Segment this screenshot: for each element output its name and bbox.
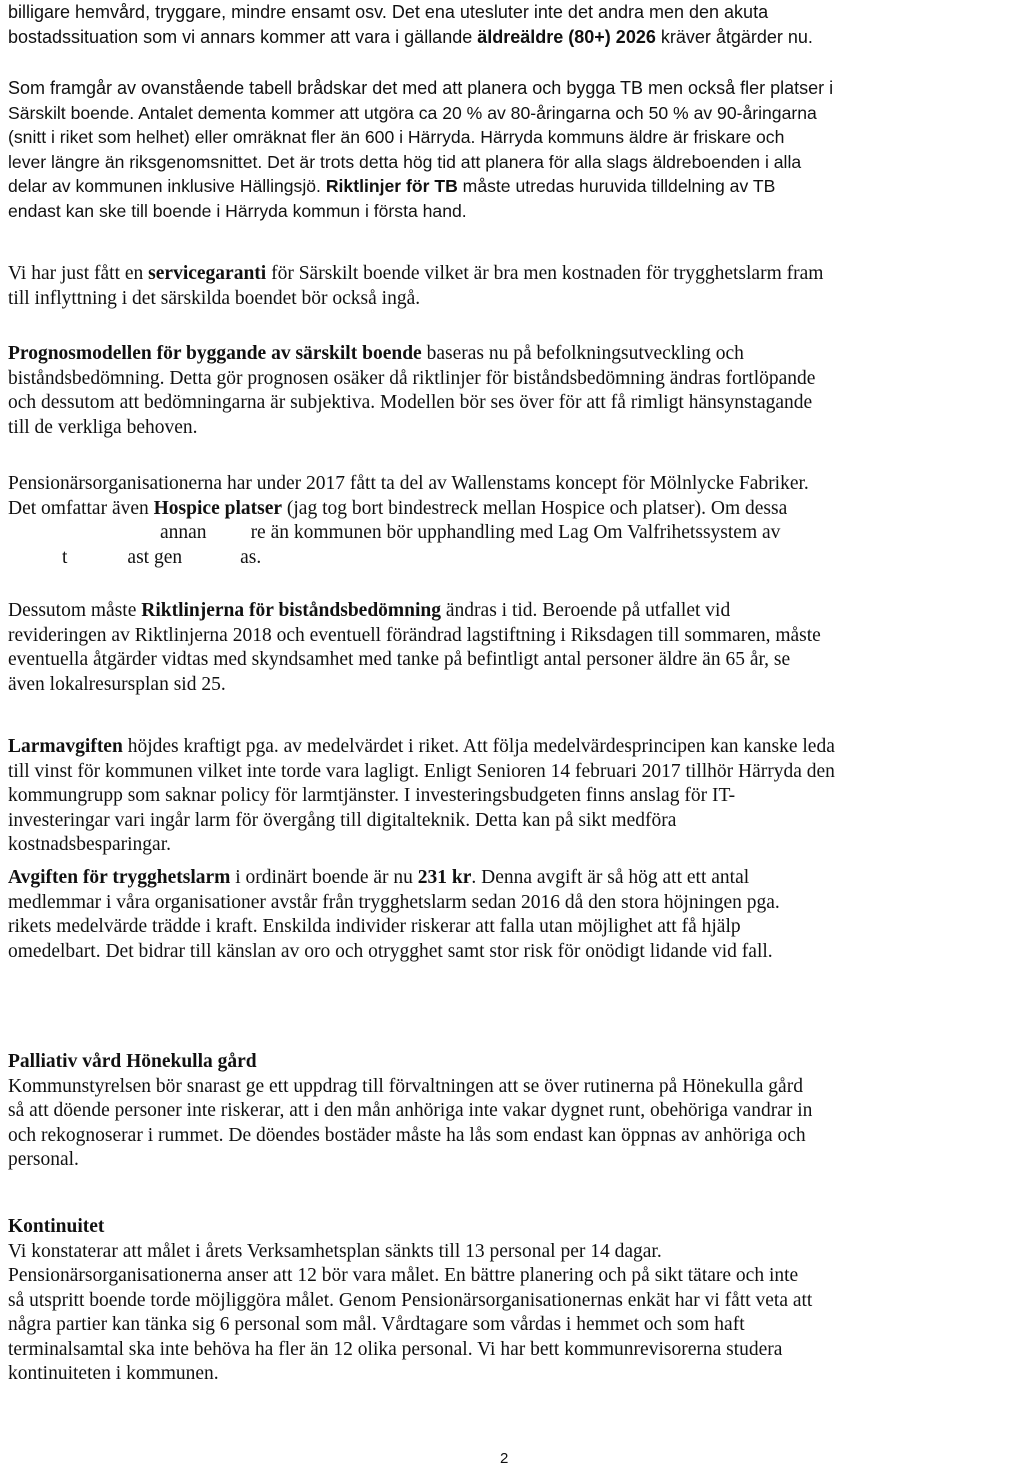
text-line: revideringen av Riktlinjerna 2018 och eventuell förändrad lagstiftning i Riksdagen till sommaren, måste (8, 624, 821, 646)
text-line: omedelbart. Det bidrar till känslan av oro och otrygghet samt stor risk för onödigt lidande vid fall. (8, 940, 773, 962)
text-line (8, 866, 1018, 891)
emphasis-amount: 231 kr (417, 867, 472, 888)
text-line: kostnadsbesparingar. (8, 834, 172, 855)
emphasis-servicegaranti: servicegaranti (148, 263, 267, 284)
page-number: 2 (500, 1450, 509, 1467)
text-line: billigare hemvård, tryggare, mindre ensamt osv. Det ena utesluter inte det andra men den akuta (8, 2, 769, 22)
text-line: eventuella åtgärder vidtas med skyndsamhet med tanke på befintligt antal personer äldre än 65 år, se (8, 649, 791, 670)
text-line: endast kan ske till boende i Härryda kommun i första hand. (8, 200, 467, 221)
text-run: måste utredas huruvida tilldelning av TB (457, 176, 776, 196)
emphasis-prognosmodellen: Prognosmodellen för byggande av särskilt boende (8, 343, 422, 364)
text-line: lever längre än riksgenomsnittet. Det är trots detta hög tid att planera för alla slags äldreboenden i alla (8, 151, 802, 172)
emphasis-aldreaeldre: äldreäldre (80+) 2026 (477, 26, 656, 47)
text-line (8, 599, 1018, 624)
text-line: terminalsamtal ska inte behöva ha fler än 12 olika personal. Vi har bett kommunrevisorerna studera (8, 1338, 783, 1360)
text-line (8, 174, 1018, 199)
text-line: Pensionärsorganisationerna anser att 12 bör vara målet. En bättre planering och på sikt tätare och inte (8, 1265, 799, 1286)
paragraph-riktlinjerna (8, 599, 1018, 697)
section-kontinuitet (8, 1215, 1018, 1387)
text-line: och dessutom att bedömningarna är subjektiva. Modellen bör ses över för att få rimligt hänsynstagande (8, 392, 813, 413)
text-run: för Särskilt boende vilket är bra men kostnaden för trygghetslarm fram (266, 263, 824, 284)
text-line: till vinst för kommunen vilket inte torde vara lagligt. Enligt Senioren 14 februari 2017 tillhör Härryda den (8, 760, 835, 782)
text-line: till de verkliga behoven. (8, 416, 198, 438)
text-line: (snitt i riket som helhet) eller omräknat fler än 600 i Härryda. Härryda kommuns äldre är friskare och (8, 127, 785, 147)
text-line: Kommunstyrelsen bör snarast ge ett uppdrag till förvaltningen att se över rutinerna på Hönekulla gård (8, 1075, 803, 1097)
text-line: biståndsbedömning. Detta gör prognosen osäker då riktlinjer för biståndsbedömning ändras fortlöpande (8, 367, 816, 389)
emphasis-avgiften-trygghetslarm: Avgiften för trygghetslarm (8, 867, 231, 888)
text-line (8, 497, 1018, 522)
text-fragment: as. (240, 546, 262, 568)
text-run: ändras i tid. Beroende på utfallet vid (441, 600, 731, 621)
emphasis-riktlinjerna: Riktlinjerna för biståndsbedömning (141, 600, 442, 621)
text-line: även lokalresursplan sid 25. (8, 673, 226, 695)
emphasis-riktlinjer-tb: Riktlinjer för TB (325, 176, 458, 196)
paragraph-larmavgiften (8, 735, 1018, 858)
paragraph-wallenstams (8, 472, 1018, 570)
text-line: till inflyttning i det särskilda boendet bör också ingå. (8, 287, 421, 309)
text-run: Det omfattar även (8, 497, 154, 519)
text-line: Särskilt boende. Antalet dementa kommer att utgöra ca 20 % av 80-åringarna och 50 % av 90-åringarna (8, 102, 817, 123)
text-line: så att döende personer inte riskerar, att i den mån anhöriga inte vakar dygnet runt, obehöriga vandrar in (8, 1100, 813, 1121)
text-line: kommungrupp som saknar policy för larmtjänster. I investeringsbudgeten finns anslag för IT- (8, 785, 736, 806)
paragraph-avgiften-trygghetslarm (8, 866, 1018, 964)
text-line (8, 546, 1018, 571)
text-run: Vi har just fått en (8, 263, 149, 284)
text-line: Pensionärsorganisationerna har under 2017 fått ta del av Wallenstams koncept för Mölnlycke Fabriker. (8, 473, 809, 494)
text-line (8, 262, 1018, 287)
text-line: rikets medelvärde trädde i kraft. Enskilda individer riskerar att falla utan möjlighet att få hjälp (8, 916, 741, 937)
text-line: Vi konstaterar att målet i årets Verksamhetsplan sänkts till 13 personal per 14 dagar. (8, 1240, 662, 1262)
text-line (8, 342, 1018, 367)
text-run: Dessutom måste (8, 600, 142, 621)
text-line: några partier kan tänka sig 6 personal som mål. Vårdtagare som vårdas i hemmet och som haft (8, 1314, 745, 1335)
text-line: personal. (8, 1149, 79, 1170)
paragraph-bostadssituation (8, 0, 1018, 49)
text-fragment: t (62, 546, 68, 568)
section-heading: Palliativ vård Hönekulla gård (8, 1051, 257, 1072)
text-fragment: ast gen (127, 546, 183, 568)
text-line (8, 521, 1018, 546)
text-run: kräver åtgärder nu. (655, 26, 813, 47)
text-run: i ordinärt boende är nu (230, 867, 418, 888)
text-line: och rekognoserar i rummet. De döendes bostäder måste ha lås som endast kan öppnas av anhöriga och (8, 1124, 806, 1146)
paragraph-prognosmodellen (8, 342, 1018, 440)
section-heading: Kontinuitet (8, 1216, 105, 1237)
text-run: . Denna avgift är så hög att ett antal (471, 867, 750, 888)
text-fragment: re än kommunen bör upphandling med Lag Om Valfrihetssystem av (250, 522, 781, 543)
text-line (8, 25, 1018, 50)
text-line: investeringar vari ingår larm för övergång till digitalteknik. Detta kan på sikt medföra (8, 809, 677, 831)
text-line: kontinuiteten i kommunen. (8, 1363, 219, 1384)
paragraph-servicegaranti (8, 262, 1018, 311)
text-fragment: annan (160, 522, 207, 543)
text-run: bostadssituation som vi annars kommer att vara i gällande (8, 26, 478, 47)
paragraph-sarskilt-boende (8, 76, 1018, 223)
text-line: medlemmar i våra organisationer avstår från trygghetslarm sedan 2016 då den stora höjningen pga. (8, 891, 780, 913)
emphasis-larmavgiften: Larmavgiften (8, 736, 123, 757)
emphasis-hospice-platser: Hospice platser (153, 497, 282, 519)
text-line: Som framgår av ovanstående tabell brådskar det med att planera och bygga TB men också fler platser i (8, 78, 834, 98)
section-palliativ-vard (8, 1050, 1018, 1173)
text-line: så utspritt boende torde möjliggöra målet. Genom Pensionärsorganisationernas enkät har vi fått veta att (8, 1289, 813, 1311)
text-run: (jag tog bort bindestreck mellan Hospice och platser). Om dessa (282, 497, 788, 519)
text-run: höjdes kraftigt pga. av medelvärdet i riket. Att följa medelvärdesprincipen kan kanske leda (122, 736, 835, 757)
text-run: baseras nu på befolkningsutveckling och (421, 343, 744, 364)
text-run: delar av kommunen inklusive Hällingsjö. (8, 176, 326, 196)
text-line (8, 735, 1018, 760)
